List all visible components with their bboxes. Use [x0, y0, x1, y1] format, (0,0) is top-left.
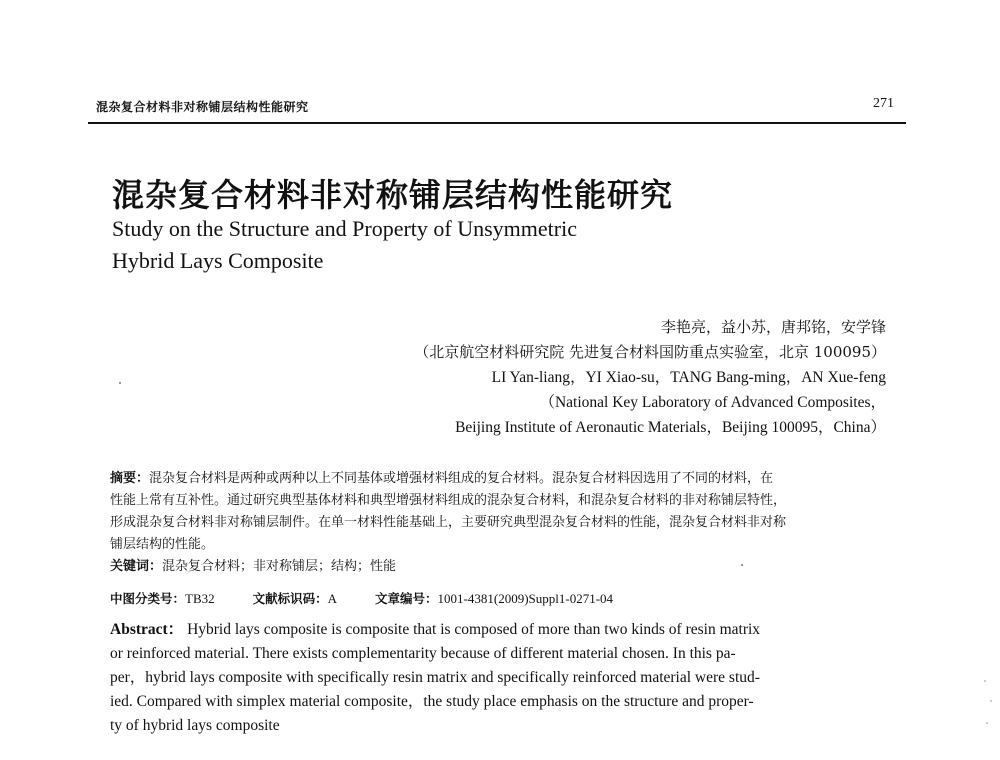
doc-code-label: 文献标识码：: [252, 591, 328, 606]
abstract-chinese-line: 铺层结构的性能。: [110, 537, 215, 552]
article-number-label: 文章编号：: [375, 591, 438, 606]
abstract-english-label: Abstract：: [110, 621, 184, 638]
title-chinese: 混杂复合材料非对称铺层结构性能研究: [112, 176, 674, 214]
header-rule: [88, 122, 906, 124]
abstract-chinese-line: 形成混杂复合材料非对称铺层制件。在单一材料性能基础上，主要研究典型混杂复合材料的性能，混杂复合材料非对称: [110, 515, 787, 530]
scan-speck: [986, 722, 988, 724]
abstract-chinese-line: 混杂复合材料是两种或两种以上不同基体或增强材料组成的复合材料。混杂复合材料因选用了不同的材料，在: [149, 471, 774, 486]
title-english-line: Study on the Structure and Property of Unsymmetric: [112, 216, 577, 241]
abstract-chinese-line: 性能上常有互补性。通过研究典型基体材料和典型增强材料组成的混杂复合材料，和混杂复合材料的非对称铺层特性，: [110, 493, 787, 508]
authors-english: LI Yan-liang，YI Xiao-su，TANG Bang-ming，AN Xue-feng: [491, 369, 886, 386]
author-block: [414, 315, 886, 440]
page-number: 271: [873, 96, 894, 111]
scan-speck: [119, 382, 121, 384]
scan-speck: [741, 564, 743, 566]
keywords-label: 关键词：: [110, 559, 163, 574]
authors-chinese: 李艳亮，益小苏，唐邦铭，安学锋: [660, 318, 886, 336]
clc-label: 中图分类号：: [110, 591, 186, 606]
title-english-line: Hybrid Lays Composite: [112, 248, 324, 273]
scan-speck: [990, 700, 992, 702]
affiliation-english-line: （National Key Laboratory of Advanced Composites，: [539, 394, 886, 411]
article-number-value: 1001-4381(2009)Suppl1-0271-04: [437, 591, 614, 606]
clc-value: TB32: [185, 591, 215, 606]
abstract-english-line: Hybrid lays composite is composite that is composed of more than two kinds of resin matrix: [187, 621, 761, 638]
doc-code-value: A: [327, 591, 338, 606]
affiliation-english-line: Beijing Institute of Aeronautic Materials，Beijing 100095，China）: [455, 419, 886, 436]
scan-speck: [984, 680, 986, 682]
abstract-chinese: [110, 468, 900, 578]
affiliation-chinese: （北京航空材料研究院 先进复合材料国防重点实验室，北京 100095）: [414, 343, 886, 361]
keywords-value: 混杂复合材料；非对称铺层；结构；性能: [162, 559, 397, 574]
abstract-english-line: per，hybrid lays composite with specifically resin matrix and specifically reinforced material were stud-: [110, 669, 760, 686]
classification-line: [110, 589, 647, 607]
abstract-english: [110, 618, 900, 738]
abstract-chinese-label: 摘要：: [110, 471, 150, 486]
abstract-english-line: or reinforced material. There exists complementarity because of different material chosen. In this pa-: [110, 645, 736, 662]
running-header-title: 混杂复合材料非对称铺层结构性能研究: [96, 100, 309, 114]
abstract-english-line: ied. Compared with simplex material composite，the study place emphasis on the structure and proper-: [110, 693, 754, 710]
abstract-english-line: ty of hybrid lays composite: [110, 717, 280, 734]
title-english: [112, 213, 577, 277]
